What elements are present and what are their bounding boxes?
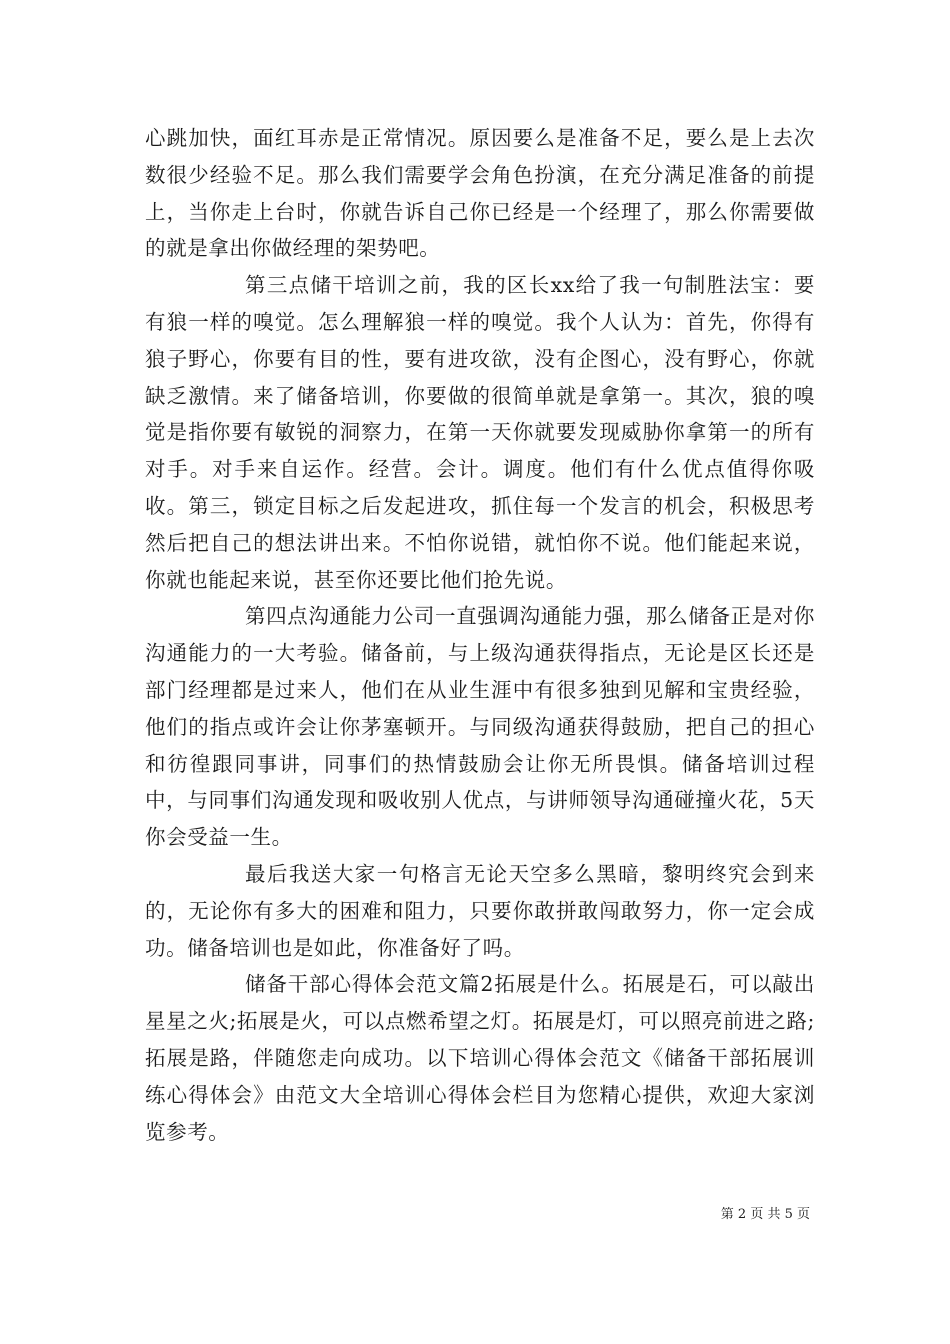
paragraph-1: 心跳加快，面红耳赤是正常情况。原因要么是准备不足，要么是上去次数很少经验不足。那么我们需要学会角色扮演，在充分满足准备的前提上，当你走上台时，你就告诉自己你已经是一个经理了，那么你需要做的就是拿出你做经理的架势吧。 (145, 126, 815, 261)
paragraph-3: 第四点沟通能力公司一直强调沟通能力强，那么储备正是对你沟通能力的一大考验。储备前，与上级沟通获得指点，无论是区长还是部门经理都是过来人，他们在从业生涯中有很多独到见解和宝贵经验，他们的指点或许会让你茅塞顿开。与同级沟通获得鼓励，把自己的担心和彷徨跟同事讲，同事们的热情鼓励会让你无所畏惧。储备培训过程中，与同事们沟通发现和吸收别人优点，与讲师领导沟通碰撞火花，5天你会受益一生。 (145, 604, 815, 850)
page-number-footer: 第 2 页 共 5 页 (720, 1207, 810, 1222)
document-body (145, 120, 815, 1150)
paragraph-2: 第三点储干培训之前，我的区长xx给了我一句制胜法宝：要有狼一样的嗅觉。怎么理解狼一样的嗅觉。我个人认为：首先，你得有狼子野心，你要有目的性，要有进攻欲，没有企图心，没有野心，你就缺乏激情。来了储备培训，你要做的很简单就是拿第一。其次，狼的嗅觉是指你要有敏锐的洞察力，在第一天你就要发现威胁你拿第一的所有对手。对手来自运作。经营。会计。调度。他们有什么优点值得你吸收。第三，锁定目标之后发起进攻，抓住每一个发言的机会，积极思考然后把自己的想法讲出来。不怕你说错，就怕你不说。他们能起来说，你就也能起来说，甚至你还要比他们抢先说。 (145, 273, 815, 592)
paragraph-4: 最后我送大家一句格言无论天空多么黑暗，黎明终究会到来的，无论你有多大的困难和阻力，只要你敢拼敢闯敢努力，你一定会成功。储备培训也是如此，你准备好了吗。 (145, 861, 815, 960)
paragraph-5: 储备干部心得体会范文篇2拓展是什么。拓展是石，可以敲出星星之火;拓展是火，可以点燃希望之灯。拓展是灯，可以照亮前进之路;拓展是路，伴随您走向成功。以下培训心得体会范文《储备干部拓展训练心得体会》由范文大全培训心得体会栏目为您精心提供，欢迎大家浏览参考。 (145, 972, 815, 1144)
